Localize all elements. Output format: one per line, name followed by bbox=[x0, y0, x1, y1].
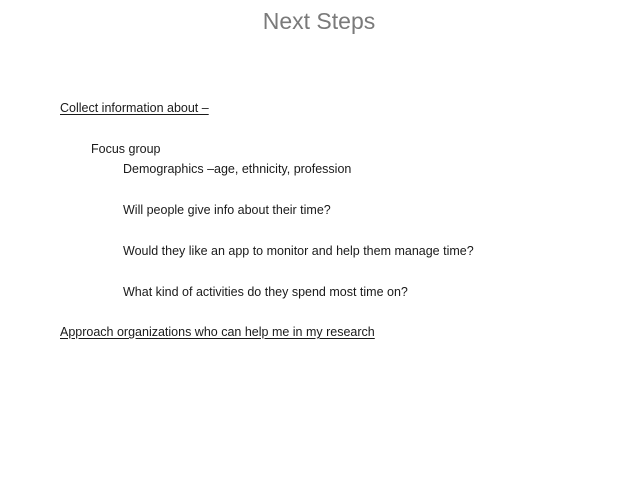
list-item-demographics: Demographics –age, ethnicity, profession bbox=[123, 162, 352, 176]
list-item-app-to-monitor: Would they like an app to monitor and help them manage time? bbox=[123, 244, 474, 258]
list-item-activities: What kind of activities do they spend most time on? bbox=[123, 285, 408, 299]
slide-title: Next Steps bbox=[262, 8, 376, 34]
heading-collect-information: Collect information about – bbox=[60, 101, 209, 115]
list-item-info-about-time: Will people give info about their time? bbox=[123, 203, 331, 217]
focus-group-label: Focus group bbox=[91, 142, 161, 156]
heading-approach-organizations: Approach organizations who can help me in my research bbox=[60, 325, 375, 339]
